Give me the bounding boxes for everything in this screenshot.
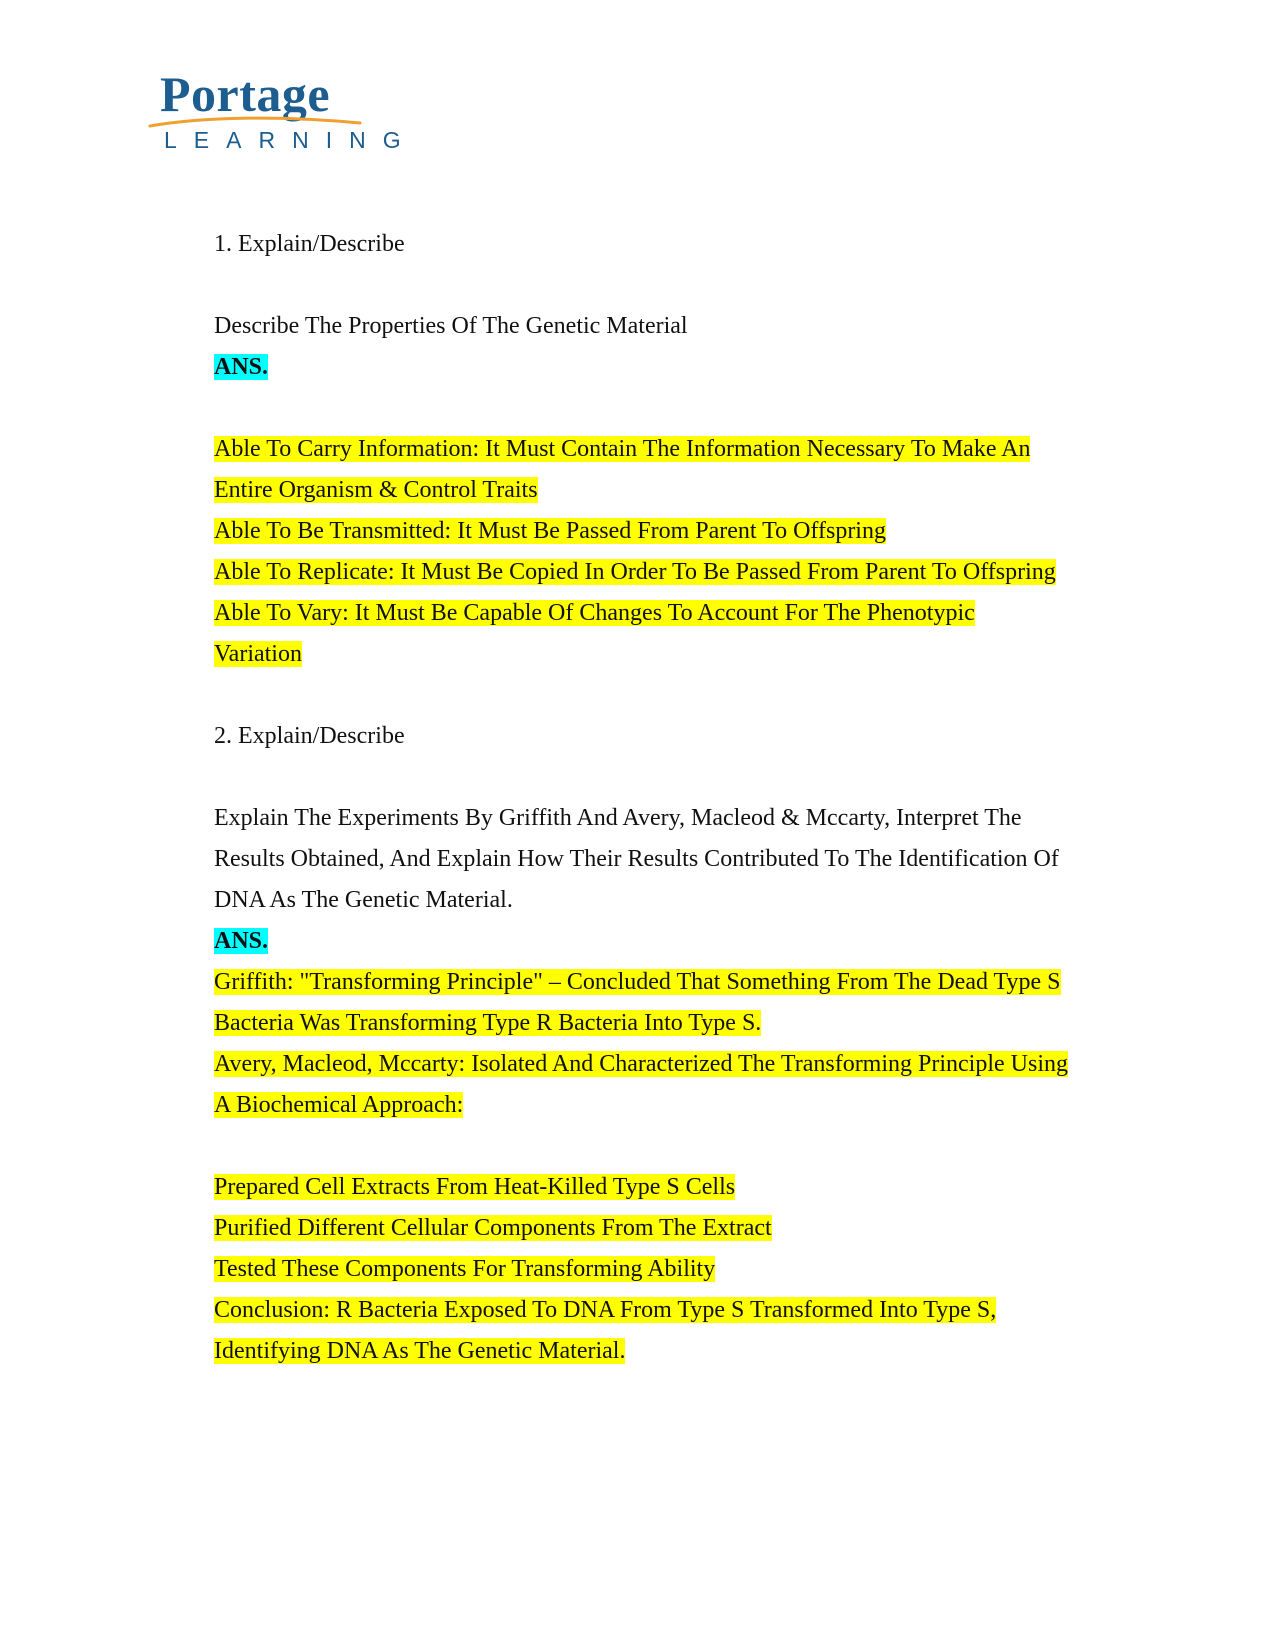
q1-answer-line: Entire Organism & Control Traits [214,477,538,503]
q2-answer-line: Griffith: "Transforming Principle" – Concluded That Something From The Dead Type S [214,969,1061,995]
portage-learning-logo [148,66,418,162]
q1-answer-line: Able To Be Transmitted: It Must Be Passed From Parent To Offspring [214,518,886,544]
q2-heading: 2. Explain/Describe [214,723,405,749]
q2-step-line: Conclusion: R Bacteria Exposed To DNA From Type S Transformed Into Type S, [214,1297,997,1323]
q1-answer-line: Able To Carry Information: It Must Contain The Information Necessary To Make An [214,436,1031,462]
document-body [214,224,1094,1372]
q2-answer-line: A Biochemical Approach: [214,1092,464,1118]
q2-question-line: DNA As The Genetic Material. [214,887,513,913]
q2-question-line: Results Obtained, And Explain How Their Results Contributed To The Identification Of [214,846,1059,872]
q2-step-line: Purified Different Cellular Components From The Extract [214,1215,772,1241]
q1-answer-line: Able To Replicate: It Must Be Copied In Order To Be Passed From Parent To Offspring [214,559,1056,585]
q1-heading: 1. Explain/Describe [214,231,405,257]
q1-question: Describe The Properties Of The Genetic Material [214,313,688,339]
q2-question-line: Explain The Experiments By Griffith And Avery, Macleod & Mccarty, Interpret The [214,805,1022,831]
q1-answer-line: Variation [214,641,302,667]
q2-answer-line: Avery, Macleod, Mccarty: Isolated And Characterized The Transforming Principle Using [214,1051,1069,1077]
q2-answer-line: Bacteria Was Transforming Type R Bacteria Into Type S. [214,1010,762,1036]
logo-subtitle: LEARNING [164,127,418,153]
q2-step-line: Prepared Cell Extracts From Heat-Killed Type S Cells [214,1174,736,1200]
q2-ans-label: ANS. [214,928,269,954]
q2-step-line: Identifying DNA As The Genetic Material. [214,1338,626,1364]
q1-ans-label: ANS. [214,354,269,380]
q2-step-line: Tested These Components For Transforming Ability [214,1256,716,1282]
logo-wordmark: Portage [160,66,331,122]
q1-answer-line: Able To Vary: It Must Be Capable Of Changes To Account For The Phenotypic [214,600,975,626]
